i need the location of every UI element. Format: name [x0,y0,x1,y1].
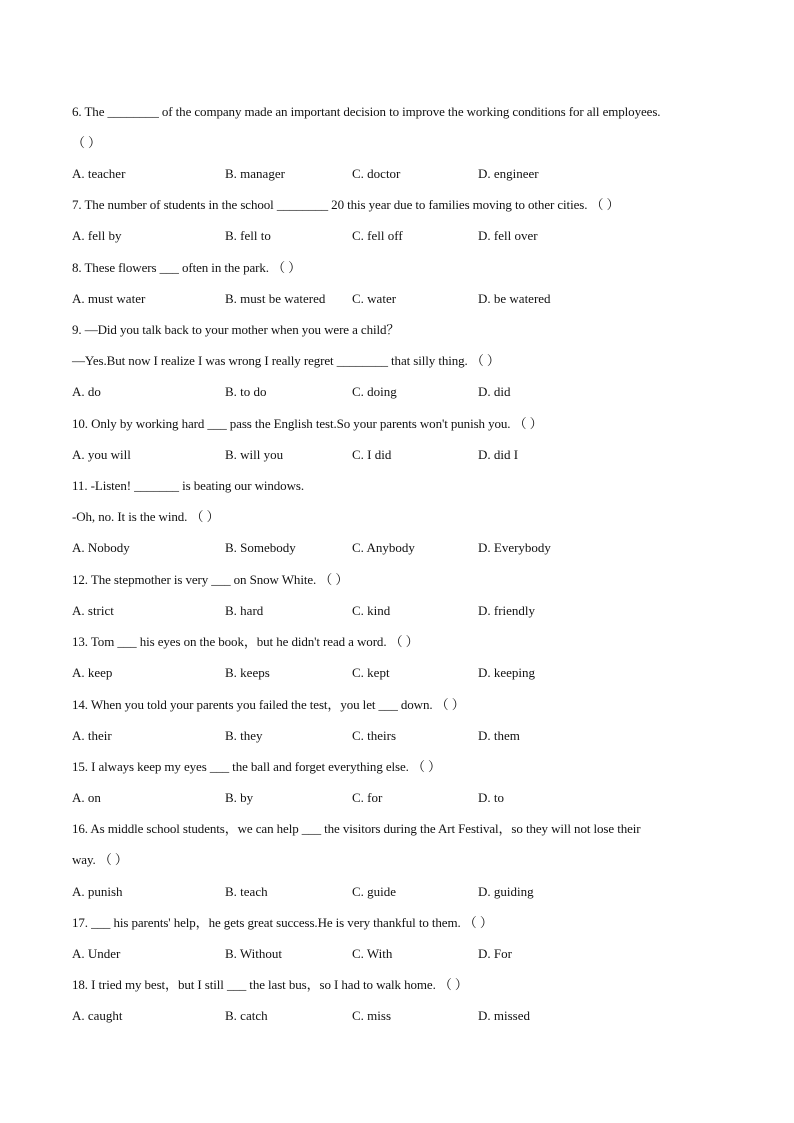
question-8-option-d: D. be watered [478,291,551,306]
question-18-option-a: A. caught [72,1008,123,1023]
question-12-option-b: B. hard [225,603,264,618]
question-15-option-b: B. by [225,790,254,805]
question-7-option-d: D. fell over [478,228,538,243]
question-13-option-a: A. keep [72,665,113,680]
question-8-option-a: A. must water [72,291,146,306]
question-14-option-c: C. theirs [352,728,397,743]
question-11-option-c: C. Anybody [352,540,415,555]
question-7-option-c: C. fell off [352,228,403,243]
question-7-option-a: A. fell by [72,228,122,243]
question-18-option-c: C. miss [352,1008,392,1023]
question-6-option-c: C. doctor [352,166,401,181]
question-6-option-d: D. engineer [478,166,539,181]
question-18-stem: 18. I tried my best，but I still ___ the last bus，so I had to walk home. （ ） [72,977,468,992]
question-9-stem: 9. —Did you talk back to your mother when you were a child？ [72,322,400,337]
question-11-option-d: D. Everybody [478,540,551,555]
question-18-option-b: B. catch [225,1008,268,1023]
question-16-option-b: B. teach [225,884,268,899]
question-13-option-b: B. keeps [225,665,270,680]
question-12-option-a: A. strict [72,603,114,618]
question-9-option-b: B. to do [225,384,267,399]
question-17-option-b: B. Without [225,946,283,961]
question-14-stem: 14. When you told your parents you failed the test，you let ___ down. （ ） [72,697,465,712]
question-12-option-d: D. friendly [478,603,536,618]
question-10-option-d: D. did I [478,447,519,462]
question-11-reply: -Oh, no. It is the wind. （ ） [72,509,220,524]
question-8-option-b: B. must be watered [225,291,326,306]
question-10-option-c: C. I did [352,447,392,462]
question-11-option-a: A. Nobody [72,540,130,555]
question-9-option-a: A. do [72,384,101,399]
question-17-stem: 17. ___ his parents' help，he gets great success.He is very thankful to them. （ ） [72,915,493,930]
question-7-stem: 7. The number of students in the school ________ 20 this year due to families moving to other cities. （ ） [72,197,620,212]
question-14-option-a: A. their [72,728,112,743]
question-8-option-c: C. water [352,291,397,306]
question-12-option-c: C. kind [352,603,391,618]
question-15-stem: 15. I always keep my eyes ___ the ball and forget everything else. （ ） [72,759,441,774]
question-14-option-d: D. them [478,728,520,743]
question-8-stem: 8. These flowers ___ often in the park. （ ） [72,260,302,275]
question-12-stem: 12. The stepmother is very ___ on Snow White. （ ） [72,572,349,587]
question-18-option-d: D. missed [478,1008,530,1023]
question-16-option-d: D. guiding [478,884,534,899]
question-15-option-d: D. to [478,790,504,805]
question-6-option-a: A. teacher [72,166,126,181]
question-6-stem: 6. The ________ of the company made an important decision to improve the working conditions for all employees. [72,104,661,119]
question-16-stem: 16. As middle school students，we can help ___ the visitors during the Art Festival，so they will not lose their [72,821,641,836]
question-16-option-c: C. guide [352,884,397,899]
question-13-option-c: C. kept [352,665,390,680]
question-15-option-c: C. for [352,790,383,805]
question-11-option-b: B. Somebody [225,540,296,555]
question-17-option-c: C. With [352,946,393,961]
question-10-option-a: A. you will [72,447,131,462]
question-17-option-a: A. Under [72,946,121,961]
question-13-option-d: D. keeping [478,665,536,680]
question-11-stem: 11. -Listen! _______ is beating our windows. [72,478,304,493]
question-9-option-d: D. did [478,384,511,399]
question-17-option-d: D. For [478,946,512,961]
question-13-stem: 13. Tom ___ his eyes on the book，but he didn't read a word. （ ） [72,634,419,649]
question-10-option-b: B. will you [225,447,284,462]
question-9-reply: —Yes.But now I realize I was wrong I really regret ________ that silly thing. （ ） [72,353,500,368]
question-14-option-b: B. they [225,728,263,743]
question-9-option-c: C. doing [352,384,397,399]
question-7-option-b: B. fell to [225,228,271,243]
question-6-option-b: B. manager [225,166,285,181]
question-15-option-a: A. on [72,790,101,805]
question-10-stem: 10. Only by working hard ___ pass the English test.So your parents won't punish you. （ ） [72,416,543,431]
question-6-answer-blank: （ ） [72,135,101,150]
question-16-option-a: A. punish [72,884,123,899]
question-16-stem-continued: way. （ ） [72,852,128,867]
